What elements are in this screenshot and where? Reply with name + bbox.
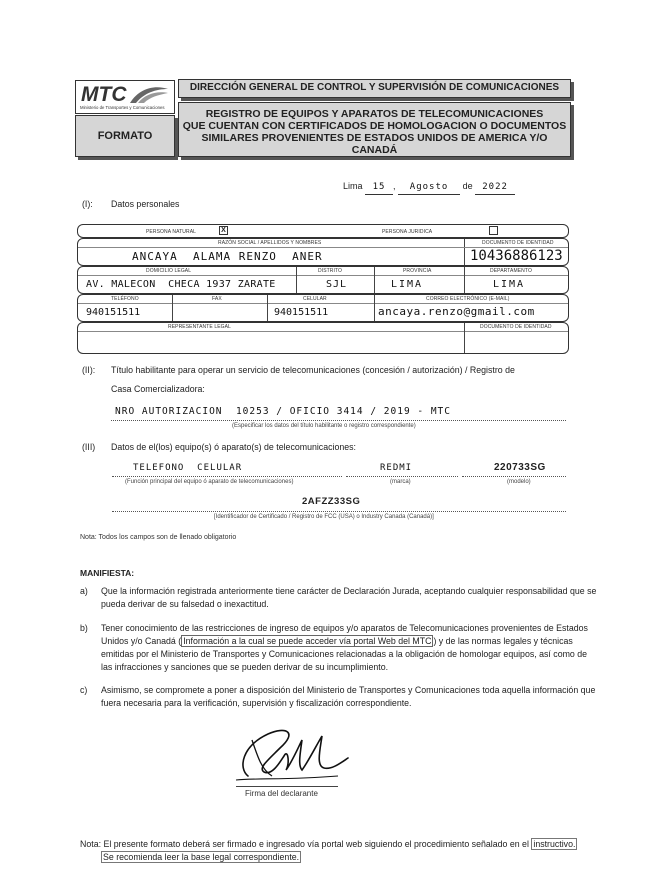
persona-natural-checkbox[interactable]: X (219, 226, 228, 235)
departamento-label: DEPARTAMENTO (490, 268, 532, 274)
telefono-box (77, 294, 569, 322)
fax-label: FAX (212, 296, 222, 302)
item-b-line2 (101, 635, 571, 648)
persona-natural-label: PERSONA NATURAL (146, 229, 197, 235)
persona-type-box (77, 224, 569, 238)
provincia-value[interactable]: LIMA (391, 279, 424, 290)
format-box (75, 115, 175, 157)
brand-label: (marca) (390, 479, 411, 485)
base-legal-link[interactable]: Se recomienda leer la base legal correspondiente. (103, 852, 300, 862)
section1-number: (I): (82, 199, 93, 209)
provincia-label: PROVINCIA (403, 268, 432, 274)
telefono-value[interactable]: 940151511 (86, 307, 141, 318)
function-value[interactable]: TELEFONO CELULAR (133, 463, 243, 473)
item-c-text (101, 684, 596, 710)
section2-line2: Casa Comercializadora: (111, 384, 205, 394)
persona-juridica-checkbox[interactable] (489, 226, 498, 235)
item-b-line2-pre: Unidos y/o Canadá ( (101, 636, 182, 646)
razon-social-box (77, 238, 569, 266)
item-b-line4: las infracciones y sanciones que se pueden derivar de su incumplimiento. (101, 662, 389, 672)
date-month: Agosto (398, 181, 460, 195)
title-line-1: REGISTRO DE EQUIPOS Y APARATOS DE TELECOMUNICACIONES (205, 108, 544, 120)
item-b-line1: Tener conocimiento de las restricciones de ingreso de equipos y/o aparatos de Telecomunicaciones provenientes de Estados (101, 623, 588, 633)
direction-title: DIRECCIÓN GENERAL DE CONTROL Y SUPERVISIÓN DE COMUNICACIONES (189, 82, 560, 93)
logo-swoosh-icon (128, 85, 170, 105)
manifiesta-title: MANIFIESTA: (80, 568, 135, 578)
cert-label: [Identificador de Certificado / Registro de FCC (USA) o Industry Canada (Canadá)] (214, 514, 434, 520)
item-c-line2: fuera necesaria para la verificación, supervisión y fiscalización correspondiente. (101, 698, 412, 708)
item-b-label: b) (80, 623, 88, 633)
razon-social-value[interactable]: ANCAYA ALAMA RENZO ANER (132, 250, 323, 263)
documento-label: DOCUMENTO DE IDENTIDAD (482, 240, 554, 246)
celular-value[interactable]: 940151511 (274, 307, 329, 318)
mtc-logo (75, 80, 175, 114)
documento-value[interactable]: 10436886123 (470, 248, 563, 264)
date-sep: , (393, 181, 396, 191)
date-line (343, 180, 515, 195)
date-city: Lima (343, 181, 363, 191)
correo-value[interactable]: ancaya.renzo@gmail.com (378, 305, 535, 318)
section2-number: (II): (82, 365, 96, 375)
footer-note (80, 838, 580, 864)
razon-social-label: RAZÓN SOCIAL / APELLIDOS Y NOMBRES (218, 240, 322, 246)
signature-label: Firma del declarante (245, 789, 318, 798)
item-c-label: c) (80, 685, 88, 695)
item-a-line2: pueda derivar de su falsedad o inexactitud. (101, 599, 269, 609)
logo-subtitle: Ministerio de Transportes y Comunicaciones (80, 105, 165, 110)
correo-label: CORREO ELECTRÓNICO (E-MAIL) (426, 296, 510, 302)
brand-value[interactable]: REDMI (380, 463, 413, 473)
logo-text: MTC (81, 83, 127, 106)
doc-rep-value[interactable] (470, 335, 562, 349)
section1-title: Datos personales (111, 199, 180, 209)
doc-rep-label: DOCUMENTO DE IDENTIDAD (480, 324, 552, 330)
footer-line1-pre: Nota: El presente formato deberá ser firmado e ingresado vía portal web siguiendo el procedimiento señalado en el (80, 839, 532, 849)
domicilio-label: DOMICILIO LEGAL (146, 268, 192, 274)
direction-box (178, 79, 571, 98)
model-label: (modelo) (507, 479, 531, 485)
instructivo-link[interactable]: instructivo. (533, 839, 576, 849)
celular-label: CELULAR (303, 296, 327, 302)
date-year: 2022 (475, 181, 515, 195)
departamento-value[interactable]: LIMA (493, 279, 526, 290)
date-day: 15 (365, 181, 393, 195)
title-line-2: QUE CUENTAN CON CERTIFICADOS DE HOMOLOGACION O DOCUMENTOS (182, 120, 567, 132)
representante-box (77, 322, 569, 354)
item-b-line3: emitidas por el Ministerio de Transportes y Comunicaciones relacionadas a la obligación de homologar equipos, así como de (101, 649, 588, 659)
representante-value[interactable] (86, 335, 456, 349)
distrito-label: DISTRITO (318, 268, 343, 274)
registry-title-box (178, 102, 571, 157)
item-a-label: a) (80, 586, 88, 596)
item-b-line2-post: ) y de las normas legales y técnicas (433, 636, 573, 646)
section3-title: Datos de el(los) equipo(s) ó aparato(s) de telecomunicaciones: (111, 442, 356, 452)
section2-hint: (Especificar los datos del título habilitante o registro correspondiente) (232, 423, 416, 429)
distrito-value[interactable]: SJL (326, 279, 348, 290)
note-required: Nota: Todos los campos son de llenado obligatorio (80, 534, 237, 541)
title-line-3: SIMILARES PROVENIENTES DE ESTADOS UNIDOS DE AMERICA Y/O CANADÁ (201, 132, 548, 156)
telefono-label: TELÉFONO (111, 296, 139, 302)
item-c-line1: Asimismo, se compromete a poner a disposición del Ministerio de Transportes y Comunicaciones toda aquella información que (101, 685, 596, 695)
item-a-text (101, 585, 597, 611)
domicilio-box (77, 266, 569, 294)
function-label: (Función principal del equipo ó aparato de telecomunicaciones) (125, 479, 294, 485)
persona-juridica-label: PERSONA JURIDICA (382, 229, 433, 235)
section2-line1: Título habilitante para operar un servicio de telecomunicaciones (concesión / autorización) / Registro de (111, 365, 515, 375)
mtc-portal-link[interactable]: Información a la cual se puede acceder vía portal Web del MTC (183, 636, 432, 646)
representante-label: REPRESENTANTE LEGAL (168, 324, 231, 330)
cert-value[interactable]: 2AFZZ33SG (302, 496, 361, 507)
domicilio-value[interactable]: AV. MALECON CHECA 1937 ZARATE (86, 279, 276, 290)
date-de: de (462, 181, 473, 191)
footer-line1 (80, 838, 580, 851)
format-label: FORMATO (97, 130, 153, 142)
signature-icon (228, 718, 358, 788)
section3-number: (III) (82, 442, 96, 452)
model-value[interactable]: 220733SG (494, 462, 546, 473)
item-b-text (101, 622, 588, 674)
section2-value[interactable]: NRO AUTORIZACION 10253 / OFICIO 3414 / 2019 - MTC (115, 406, 451, 417)
item-a-line1: Que la información registrada anteriormente tiene carácter de Declaración Jurada, aceptando cualquier responsabilidad que se (101, 586, 597, 596)
